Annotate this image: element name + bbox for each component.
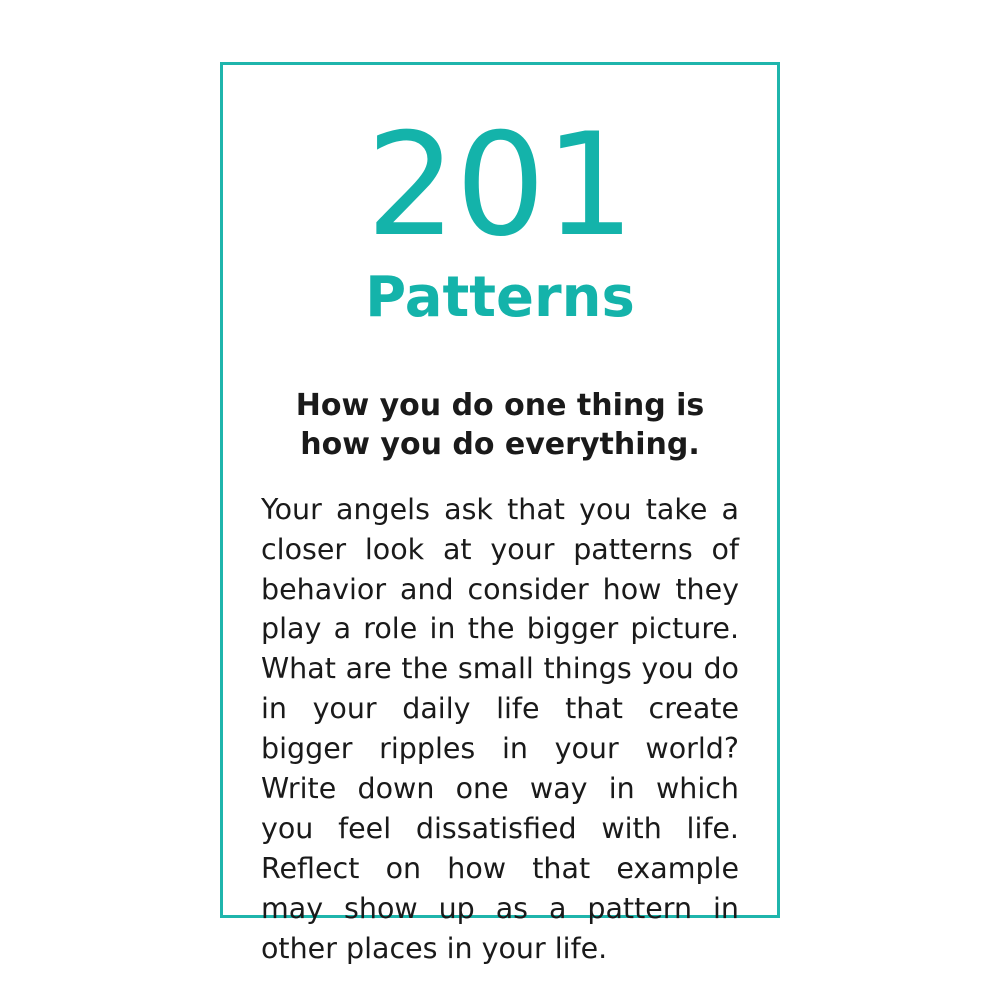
oracle-card (220, 62, 780, 965)
card-number: 201 (365, 103, 635, 268)
card-content (261, 103, 739, 968)
card-title: Patterns (365, 265, 635, 330)
card-subtitle (261, 386, 739, 464)
card-body-text: Your angels ask that you take a closer look at your patterns of behavior and consider how they play a role in the bigger picture. What are the small things you do in your daily life that create bigger ripples in your world? Write down one way in which you feel dissatisfied with life. Reflect on how that example may show up as a pattern in other places in your life. (261, 492, 739, 965)
card-subtitle-line-1: How you do one thing is (295, 387, 705, 423)
card-subtitle-line-2: how you do everything. (300, 426, 700, 462)
